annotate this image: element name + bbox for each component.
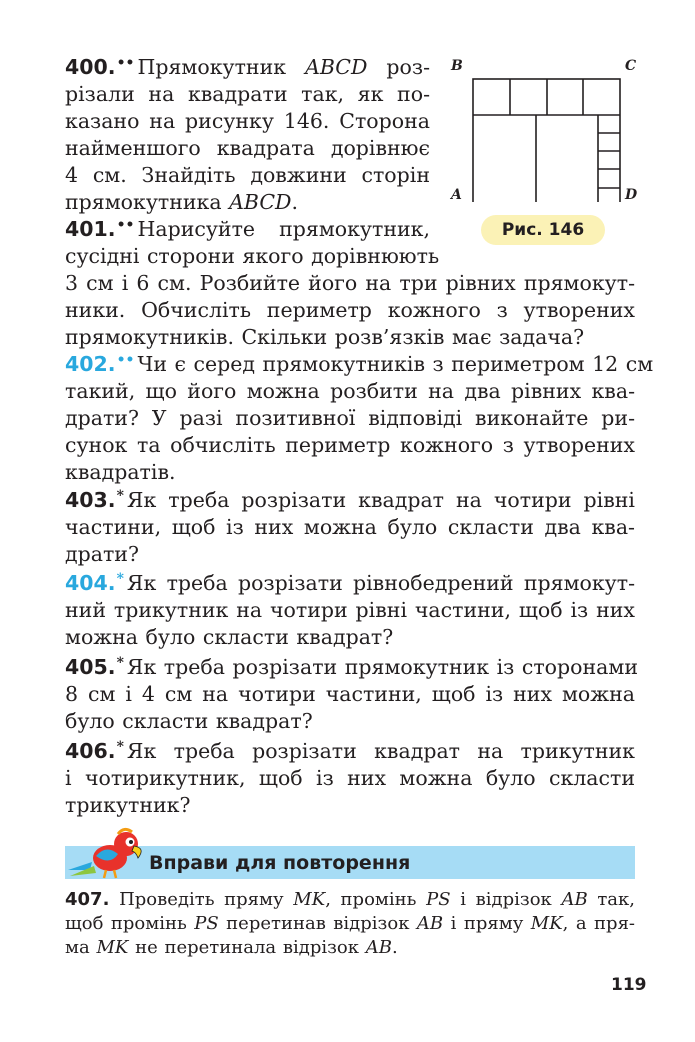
problem-401 [65,212,635,351]
vertex-label-c: C [625,58,637,74]
problem-404 [65,566,635,651]
difficulty-mark: * [116,739,124,755]
difficulty-mark: •• [116,55,135,71]
math-variable: AB [561,889,588,910]
problem-line: 400.•• Прямокутник ABCD роз- [65,55,430,79]
problem-line: щоб промінь PS перетинав відрізок AB і пряму MK, а пря- [65,913,636,934]
problem-402 [65,347,654,486]
problem-line: ний трикутник на чотири рівні частини, щоб із них [65,598,635,622]
figure-caption: Рис. 146 [481,215,605,245]
problem-line: ники. Обчисліть периметр кожного з утворених [65,298,635,322]
difficulty-mark: •• [116,217,135,233]
figure-146 [448,52,648,202]
problem-line: такий, що його можна розбити на два рівних ква- [65,379,635,403]
problem-403 [65,483,635,568]
problem-line: і чотирикутник, щоб із них можна було скласти [65,766,635,790]
problem-number: 401. [65,217,116,241]
math-variable: MK [530,913,563,934]
problem-line: драти? У разі позитивної відповіді виконайте ри- [65,406,635,430]
problem-number: 404. [65,571,116,595]
problem-number: 402. [65,352,116,376]
vertex-label-b: B [451,58,463,74]
problem-line: 4 см. Знайдіть довжини сторін [65,163,430,187]
difficulty-mark: •• [116,352,135,368]
problem-line: 403.* Як треба розрізати квадрат на чотири рівні [65,488,635,512]
page-number: 119 [611,975,647,995]
problem-405 [65,650,638,735]
difficulty-mark: * [116,571,124,587]
difficulty-mark: * [116,655,124,671]
problem-number: 403. [65,488,116,512]
math-variable: PS [426,889,451,910]
problem-line: частини, щоб із них можна було скласти два ква- [65,515,635,539]
problem-line: різали на квадрати так, як по- [65,82,430,106]
problem-line: квадратів. [65,460,176,484]
problem-line: було скласти квадрат? [65,709,313,733]
problem-number: 406. [65,739,116,763]
problem-line: трикутник? [65,793,191,817]
math-variable: ABCD [305,55,368,79]
problem-line: 402.•• Чи є серед прямокутників з периметром 12 см [65,352,654,376]
problem-line: прямокутників. Скільки розв’язків має задача? [65,325,585,349]
vertex-label-d: D [625,187,638,202]
problem-line: 8 см і 4 см на чотири частини, щоб із них можна [65,682,635,706]
math-variable: AB [365,937,392,958]
problem-line: прямокутника ABCD. [65,190,299,214]
difficulty-mark: * [116,488,124,504]
problem-line: казано на рисунку 146. Сторона [65,109,430,133]
problem-line: 405.* Як треба розрізати прямокутник із сторонами [65,655,638,679]
problem-line: 401.•• Нарисуйте прямокутник, [65,217,430,241]
parrot-icon [66,826,148,886]
problem-line: 406.* Як треба розрізати квадрат на трикутник [65,739,635,763]
problem-line: можна було скласти квадрат? [65,625,394,649]
problem-number: 407. [65,889,110,910]
problem-line: 407. Проведіть пряму MK, промінь PS і відрізок AB так, [65,889,635,910]
math-variable: MK [96,937,129,958]
problem-407 [65,888,635,960]
problem-line: драти? [65,542,139,566]
problem-line: 404.* Як треба розрізати рівнобедрений прямокут- [65,571,635,595]
problem-line: сунок та обчисліть периметр кожного з утворених [65,433,635,457]
problem-400 [65,50,430,216]
problem-number: 400. [65,55,116,79]
vertex-label-a: A [451,187,462,202]
problem-406 [65,734,635,819]
section-title: Вправи для повторення [149,852,411,874]
math-variable: ABCD [229,190,292,214]
math-variable: MK [293,889,326,910]
problem-line: 3 см і 6 см. Розбийте його на три рівних прямокут- [65,271,635,295]
math-variable: AB [416,913,444,934]
problem-number: 405. [65,655,116,679]
problem-line: ма MK не перетинала відрізок AB. [65,937,398,958]
problem-line: найменшого квадрата дорівнює [65,136,430,160]
problem-line: сусідні сторони якого дорівнюють [65,244,440,268]
math-variable: PS [194,913,219,934]
